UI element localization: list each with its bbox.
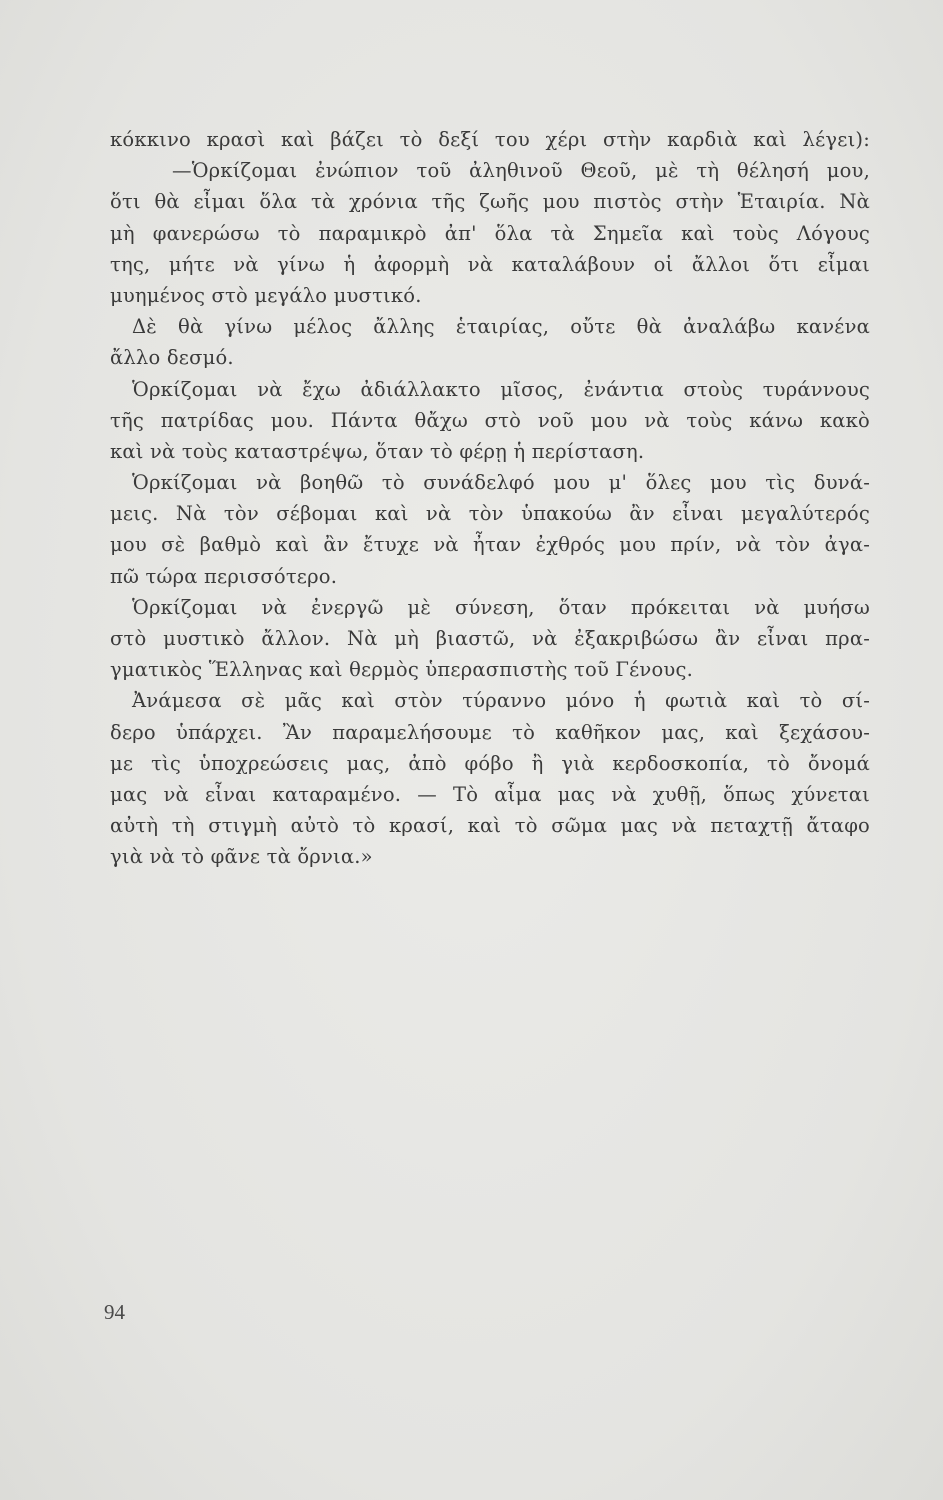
text-line: Ὁρκίζομαι νὰ ἐνεργῶ μὲ σύνεση, ὅταν πρόκειται νὰ μυήσω <box>132 595 870 619</box>
page-body-text <box>110 124 870 873</box>
text-line: γιὰ νὰ τὸ φᾶνε τὰ ὄρνια.» <box>110 845 373 869</box>
text-line: καὶ νὰ τοὺς καταστρέψω, ὅταν τὸ φέρῃ ἡ περίσταση. <box>110 439 645 463</box>
text-line: ὅτι θὰ εἶμαι ὅλα τὰ χρόνια τῆς ζωῆς μου πιστὸς στὴν Ἑταιρία. Νὰ <box>110 190 870 214</box>
text-line: γματικὸς Ἕλληνας καὶ θερμὸς ὑπερασπιστὴς τοῦ Γένους. <box>110 658 693 682</box>
text-line: Ὁρκίζομαι νὰ βοηθῶ τὸ συνάδελφό μου μ' ὅλες μου τὶς δυνά- <box>132 471 870 495</box>
text-line: μας νὰ εἶναι καταραμένο. — Τὸ αἷμα μας νὰ χυθῇ, ὅπως χύνεται <box>110 782 870 806</box>
text-line: με τὶς ὑποχρεώσεις μας, ἀπὸ φόβο ἢ γιὰ κερδοσκοπία, τὸ ὄνομά <box>110 751 870 775</box>
text-line: κόκκινο κρασὶ καὶ βάζει τὸ δεξί του χέρι στὴν καρδιὰ καὶ λέγει): <box>110 128 870 151</box>
text-line: μεις. Νὰ τὸν σέβομαι καὶ νὰ τὸν ὑπακούω ἂν εἶναι μεγαλύτερός <box>110 502 870 526</box>
text-line: μου σὲ βαθμὸ καὶ ἂν ἔτυχε νὰ ἦταν ἐχθρός μου πρίν, νὰ τὸν ἀγα- <box>110 533 870 557</box>
text-line: αὐτὴ τὴ στιγμὴ αὐτὸ τὸ κρασί, καὶ τὸ σῶμα μας νὰ πεταχτῇ ἄταφο <box>110 814 870 838</box>
text-line: της, μήτε νὰ γίνω ἡ ἀφορμὴ νὰ καταλάβουν οἱ ἄλλοι ὅτι εἶμαι <box>110 252 870 276</box>
page-number: 94 <box>104 1300 125 1324</box>
text-line: στὸ μυστικὸ ἄλλον. Νὰ μὴ βιαστῶ, νὰ ἐξακριβώσω ἂν εἶναι πρα- <box>110 627 870 650</box>
text-line: Ὁρκίζομαι νὰ ἔχω ἀδιάλλακτο μῖσος, ἐνάντια στοὺς τυράννους <box>132 377 870 401</box>
text-line: ἄλλο δεσμό. <box>110 346 234 370</box>
text-line: μὴ φανερώσω τὸ παραμικρὸ ἀπ' ὅλα τὰ Σημεῖα καὶ τοὺς Λόγους <box>110 221 870 245</box>
text-line: τῆς πατρίδας μου. Πάντα θἄχω στὸ νοῦ μου νὰ τοὺς κάνω κακὸ <box>110 408 870 432</box>
text-line: Δὲ θὰ γίνω μέλος ἄλλης ἑταιρίας, οὔτε θὰ ἀναλάβω κανένα <box>132 315 870 339</box>
text-line: πῶ τώρα περισσότερο. <box>110 564 338 588</box>
text-line: δερο ὑπάρχει. Ἂν παραμελήσουμε τὸ καθῆκον μας, καὶ ξεχάσου- <box>110 720 870 744</box>
text-line: —Ὁρκίζομαι ἐνώπιον τοῦ ἀληθινοῦ Θεοῦ, μὲ τὴ θέλησή μου, <box>172 159 870 183</box>
text-line: Ἀνάμεσα σὲ μᾶς καὶ στὸν τύραννο μόνο ἡ φωτιὰ καὶ τὸ σί- <box>132 689 870 713</box>
text-line: μυημένος στὸ μεγάλο μυστικό. <box>110 283 422 307</box>
